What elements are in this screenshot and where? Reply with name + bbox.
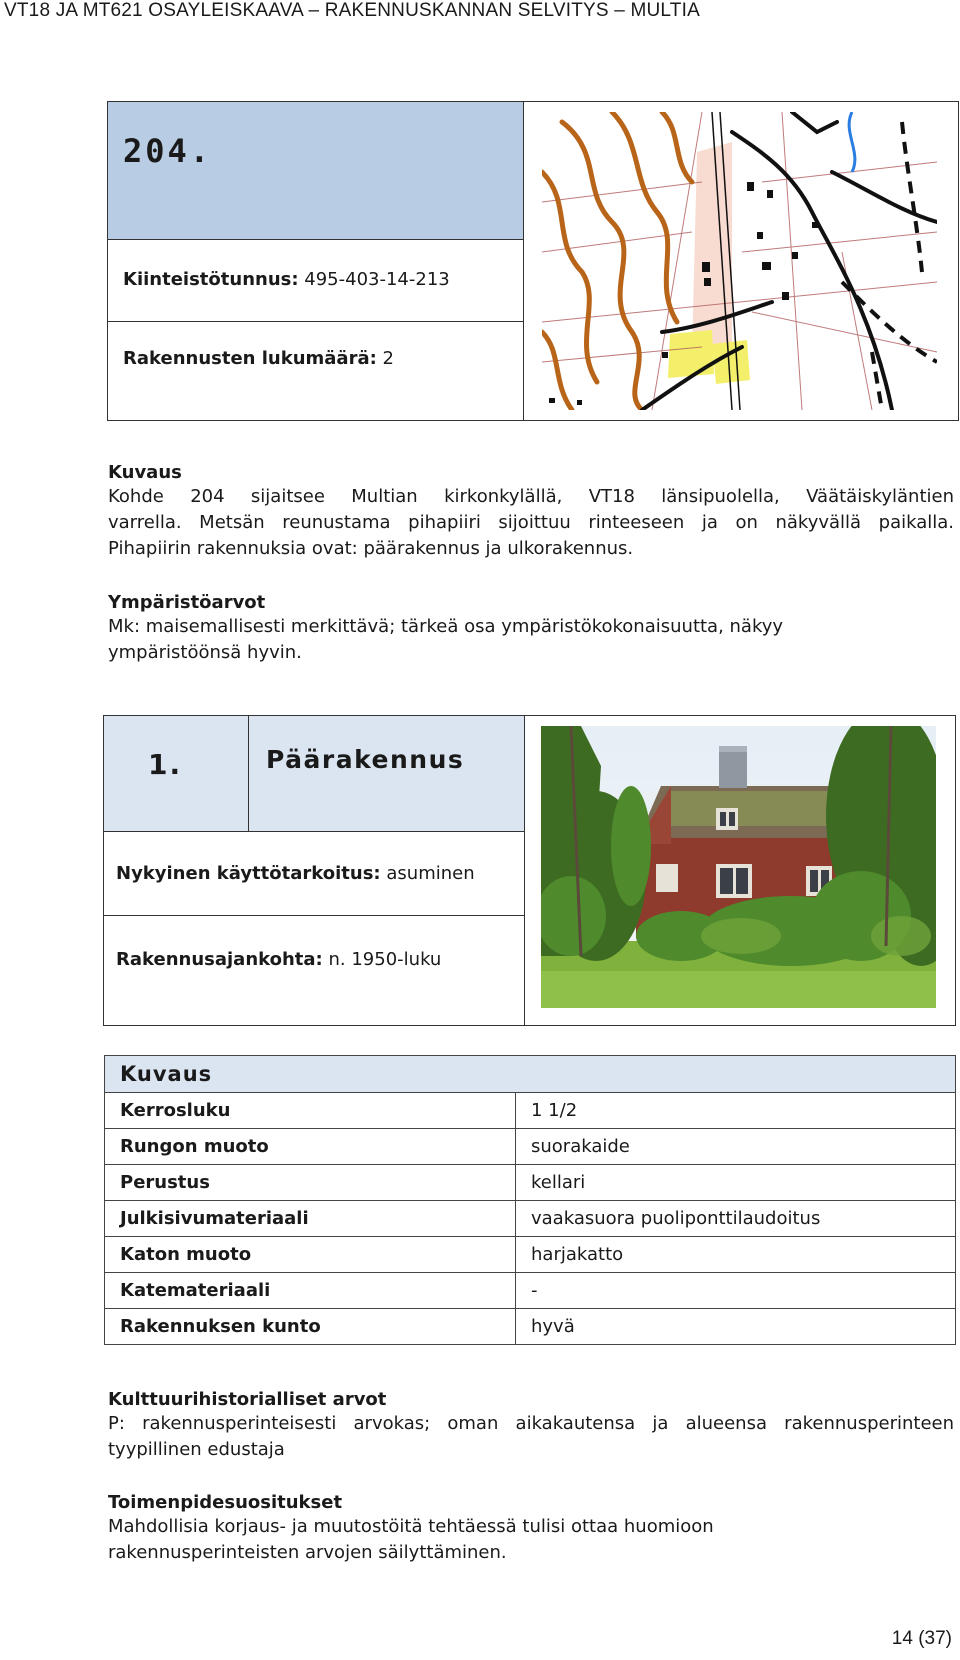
photo-divider — [524, 716, 525, 1025]
details-header-row — [105, 1056, 956, 1093]
detail-value: hyvä — [516, 1309, 956, 1345]
cultural-line-1: P: rakennusperinteisesti arvokas; oman aikakautensa ja alueensa rakennusperinteen — [108, 1413, 954, 1434]
detail-value: - — [516, 1273, 956, 1309]
property-id-label: Kiinteistötunnus: — [123, 269, 299, 290]
cultural-heading: Kulttuurihistorialliset arvot — [108, 1389, 387, 1410]
detail-key: Julkisivumateriaali — [105, 1201, 516, 1237]
building-name-cell — [249, 716, 524, 832]
building-count-value: 2 — [382, 348, 394, 369]
details-heading: Kuvaus — [105, 1056, 956, 1093]
building-photo — [541, 726, 936, 1008]
recommendations-line-2: rakennusperinteisten arvojen säilyttäminen. — [108, 1542, 507, 1563]
map-divider — [523, 102, 524, 420]
table-row — [105, 1129, 956, 1165]
building-count-cell — [108, 322, 523, 420]
table-row — [105, 1201, 956, 1237]
document-header: VT18 JA MT621 OSAYLEISKAAVA – RAKENNUSKANNAN SELVITYS – MULTIA — [4, 0, 700, 21]
building-number: 1. — [148, 748, 183, 781]
detail-value: 1 1/2 — [516, 1093, 956, 1129]
cultural-line-2: tyypillinen edustaja — [108, 1439, 285, 1460]
site-info-box — [107, 101, 959, 421]
detail-key: Rungon muoto — [105, 1129, 516, 1165]
building-number-cell — [104, 716, 249, 832]
description-line-3: Pihapiirin rakennuksia ovat: päärakennus ja ulkorakennus. — [108, 538, 634, 559]
table-row — [105, 1273, 956, 1309]
location-map — [542, 112, 937, 410]
detail-key: Rakennuksen kunto — [105, 1309, 516, 1345]
page-number: 14 (37) — [891, 1628, 952, 1649]
recommendations-heading: Toimenpidesuositukset — [108, 1492, 343, 1513]
building-name: Päärakennus — [266, 745, 465, 774]
detail-key: Katemateriaali — [105, 1273, 516, 1309]
building-info-box — [103, 715, 956, 1026]
building-use-label: Nykyinen käyttötarkoitus: — [116, 863, 381, 884]
table-row — [105, 1165, 956, 1201]
environment-line-2: ympäristöönsä hyvin. — [108, 642, 302, 663]
property-id-value: 495-403-14-213 — [304, 269, 450, 290]
table-row — [105, 1093, 956, 1129]
details-table — [104, 1055, 956, 1345]
detail-value: kellari — [516, 1165, 956, 1201]
building-use-cell — [104, 832, 524, 916]
building-date-label: Rakennusajankohta: — [116, 949, 323, 970]
environment-line-1: Mk: maisemallisesti merkittävä; tärkeä osa ympäristökokonaisuutta, näkyy — [108, 616, 784, 637]
recommendations-line-1: Mahdollisia korjaus- ja muutostöitä tehtäessä tulisi ottaa huomioon — [108, 1516, 714, 1537]
building-date-cell — [104, 916, 524, 1025]
detail-key: Kerrosluku — [105, 1093, 516, 1129]
detail-value: vaakasuora puoliponttilaudoitus — [516, 1201, 956, 1237]
detail-value: harjakatto — [516, 1237, 956, 1273]
building-count-label: Rakennusten lukumäärä: — [123, 348, 377, 369]
site-number: 204. — [123, 132, 213, 170]
building-date-value: n. 1950-luku — [328, 949, 442, 970]
description-line-1: Kohde 204 sijaitsee Multian kirkonkylällä, VT18 länsipuolella, Väätäiskyläntien — [108, 486, 954, 507]
detail-key: Perustus — [105, 1165, 516, 1201]
description-line-2: varrella. Metsän reunustama pihapiiri sijoittuu rinteeseen ja on näkyvällä paikalla. — [108, 512, 954, 533]
property-id-cell — [108, 240, 523, 322]
environment-heading: Ympäristöarvot — [108, 592, 266, 613]
detail-key: Katon muoto — [105, 1237, 516, 1273]
site-number-cell — [108, 102, 523, 240]
table-row — [105, 1237, 956, 1273]
table-row — [105, 1309, 956, 1345]
building-use-value: asuminen — [386, 863, 475, 884]
detail-value: suorakaide — [516, 1129, 956, 1165]
description-heading: Kuvaus — [108, 462, 182, 483]
